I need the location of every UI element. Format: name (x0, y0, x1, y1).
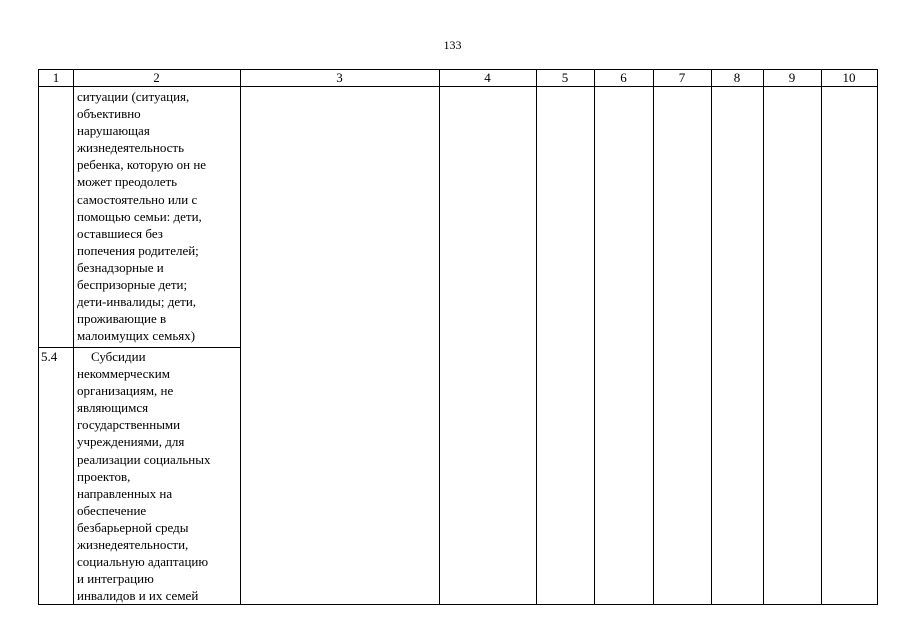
column-divider (653, 70, 654, 604)
row-1-description (77, 88, 206, 344)
text-line: реализации социальных (77, 451, 211, 467)
text-line: обеспечение (77, 502, 147, 518)
row-2-number: 5.4 (41, 349, 58, 364)
column-divider (763, 70, 764, 604)
header-col-1: 1 (52, 70, 60, 85)
header-col-3: 3 (336, 70, 343, 85)
column-divider (821, 70, 822, 604)
header-col-4: 4 (484, 70, 491, 85)
text-line: нарушающая (77, 123, 150, 139)
text-line: учреждениями, для (77, 434, 185, 450)
text-line: организациям, не (77, 383, 174, 399)
data-table (38, 69, 878, 605)
column-divider (439, 70, 440, 604)
page-number: 133 (443, 38, 462, 52)
text-line: ребенка, которую он не (77, 157, 207, 173)
column-divider (536, 70, 537, 604)
header-col-8: 8 (733, 70, 741, 85)
column-divider (73, 70, 74, 604)
text-line: помощью семьи: дети, (77, 208, 202, 224)
header-col-7: 7 (678, 70, 686, 85)
column-divider (594, 70, 595, 604)
header-col-10: 10 (842, 70, 856, 85)
column-divider (711, 70, 712, 604)
text-line: Субсидии (91, 349, 146, 364)
row-2-description (77, 348, 210, 604)
text-line: социальную адаптацию (77, 554, 209, 570)
header-col-5: 5 (561, 70, 569, 85)
text-line: безбарьерной среды (77, 519, 189, 535)
text-line: являющимся (77, 400, 149, 416)
column-divider (240, 70, 241, 604)
text-line: попечения родителей; (77, 242, 199, 258)
text-line: может преодолеть (77, 174, 178, 190)
text-line: и интеграцию (77, 571, 154, 587)
text-line: направленных на (77, 485, 173, 501)
text-line: некоммерческим (77, 366, 170, 382)
text-line: инвалидов и их семей (77, 588, 199, 604)
text-line: самостоятельно или с (77, 191, 198, 207)
text-line: безнадзорные и (77, 259, 164, 275)
text-line: проживающие в (77, 311, 167, 327)
header-col-9: 9 (788, 70, 796, 85)
text-line: жизнедеятельность (77, 140, 185, 156)
header-col-2: 2 (153, 70, 160, 85)
text-line: государственными (77, 417, 181, 433)
text-line: беспризорные дети; (77, 277, 188, 293)
text-line: объективно (77, 106, 141, 122)
text-line: малоимущих семьях) (77, 328, 196, 344)
header-col-6: 6 (620, 70, 627, 85)
text-line: дети-инвалиды; дети, (77, 294, 197, 310)
text-line: ситуации (ситуация, (77, 89, 190, 104)
text-line: проектов, (77, 468, 131, 484)
text-line: оставшиеся без (77, 225, 163, 241)
text-line: жизнедеятельности, (77, 537, 189, 553)
